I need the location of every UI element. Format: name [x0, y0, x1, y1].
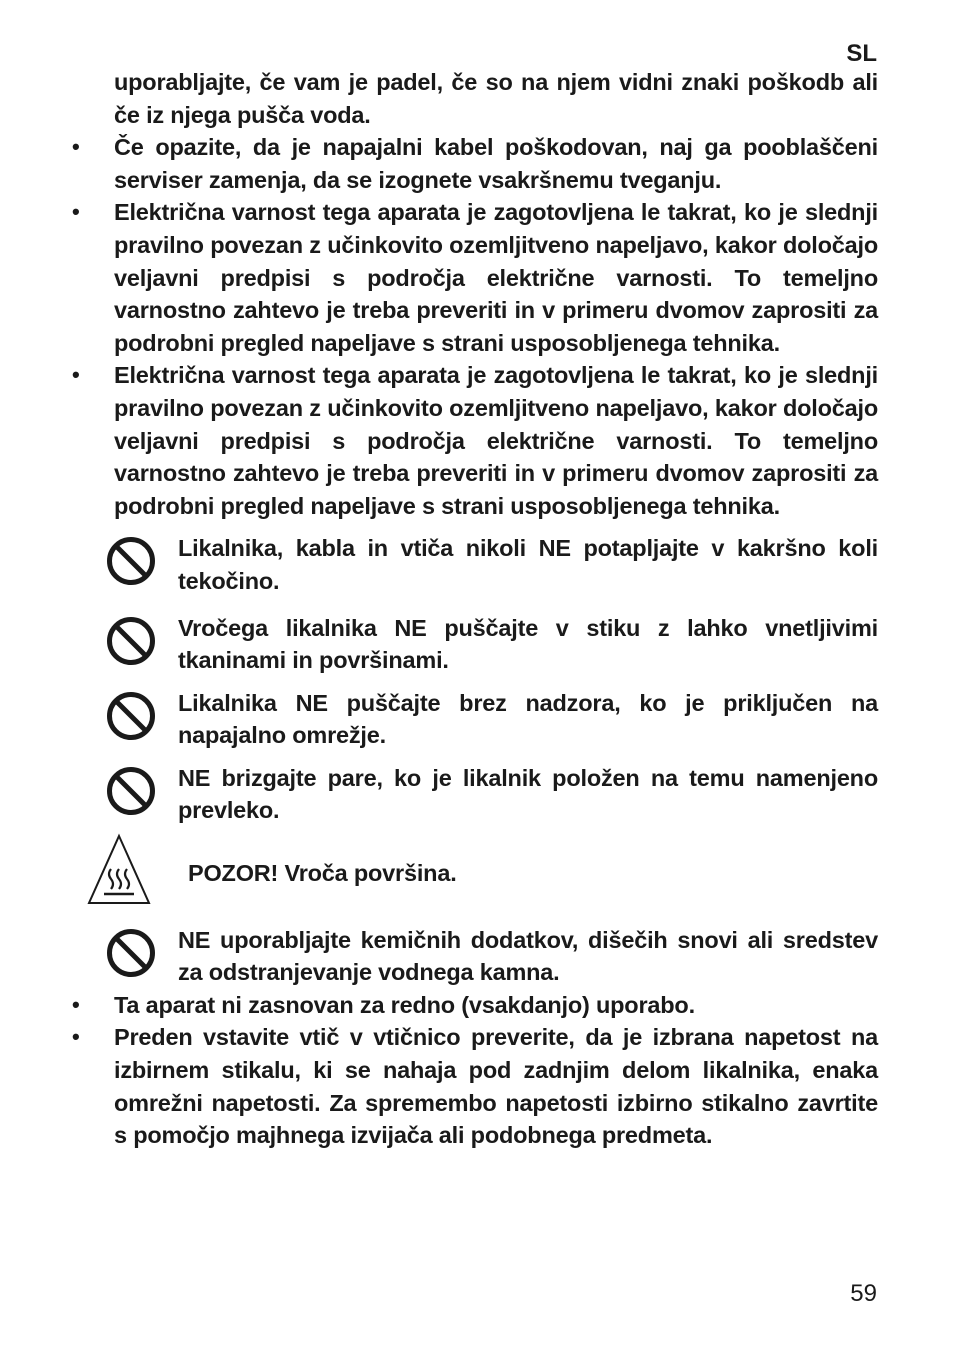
intro-paragraph: uporabljajte, če vam je padel, če so na njem vidni znaki poškodb ali če iz njega pušča voda. — [114, 69, 878, 128]
bullet-text: Preden vstavite vtič v vtičnico preverite, da je izbrana napetost na izbirnem stikalu, ki se nahaja pod zadnjim delom likalnika, enaka omrežni napetosti. Za spremembo napetosti izbirno stikalno zavrtite s pomočjo majhnega izvijača ali podobnega predmeta. — [114, 1024, 878, 1149]
language-code: SL — [846, 40, 877, 67]
bullet-text: Električna varnost tega aparata je zagotovljena le takrat, ko je slednji pravilno povezan z učinkovito ozemljitveno napeljavo, kakor določajo veljavni predpisi s področja električne varnosti. To temeljno varnostno zahtevo je treba preveriti in v primeru dvomov zaprositi za podrobni pregled napeljave s strani usposobljenega tehnika. — [114, 199, 878, 356]
bullet-item — [72, 131, 878, 196]
prohibition-text: NE brizgajte pare, ko je likalnik položen na temu namenjeno prevleko. — [178, 764, 878, 824]
page-number: 59 — [850, 1280, 877, 1307]
bullet-mark: • — [72, 991, 80, 1017]
bullet-mark: • — [72, 362, 80, 388]
prohibition-text: Vročega likalnika NE puščajte v stiku z lahko vnetljivimi tkaninami in površinami. — [178, 614, 878, 674]
prohibition-item — [106, 762, 878, 827]
hot-surface-warning-icon — [86, 833, 152, 905]
bullet-mark: • — [72, 199, 80, 225]
prohibition-text: NE uporabljajte kemičnih dodatkov, dišečih snovi ali sredstev za odstranjevanje vodnega kamna. — [178, 926, 878, 986]
prohibition-item — [106, 687, 878, 752]
prohibition-text: Likalnika, kabla in vtiča nikoli NE potapljajte v kakršno koli tekočino. — [178, 535, 878, 594]
bullet-text: Električna varnost tega aparata je zagotovljena le takrat, ko je slednji pravilno povezan z učinkovito ozemljitveno napeljavo, kakor določajo veljavni predpisi s področja električne varnosti. To temeljno varnostno zahtevo je treba preveriti in v primeru dvomov zaprositi za podrobni pregled napeljave s strani usposobljenega tehnika. — [114, 362, 878, 519]
bullet-item — [72, 196, 878, 359]
hot-surface-warning — [86, 833, 878, 914]
prohibition-icon — [106, 616, 156, 666]
prohibition-text: Likalnika NE puščajte brez nadzora, ko je priključen na napajalno omrežje. — [178, 689, 878, 749]
bullet-text: Ta aparat ni zasnovan za redno (vsakdanjo) uporabo. — [114, 991, 695, 1018]
prohibition-item — [106, 924, 878, 989]
bullet-text: Če opazite, da je napajalni kabel poškodovan, naj ga pooblaščeni serviser zamenja, da se izognete vsakršnemu tveganju. — [114, 134, 878, 193]
bullet-mark: • — [72, 1024, 80, 1050]
bullet-item — [72, 1021, 878, 1151]
prohibition-icon — [106, 766, 156, 816]
hot-surface-text: POZOR! Vroča površina. — [188, 860, 457, 887]
prohibition-item — [106, 532, 878, 597]
page-content — [72, 66, 878, 1152]
prohibition-icon — [106, 928, 156, 978]
prohibition-icon — [106, 536, 156, 586]
bullet-item — [72, 989, 878, 1022]
prohibition-item — [106, 612, 878, 677]
bullet-item — [72, 359, 878, 522]
prohibition-icon — [106, 691, 156, 741]
bullet-mark: • — [72, 134, 80, 160]
